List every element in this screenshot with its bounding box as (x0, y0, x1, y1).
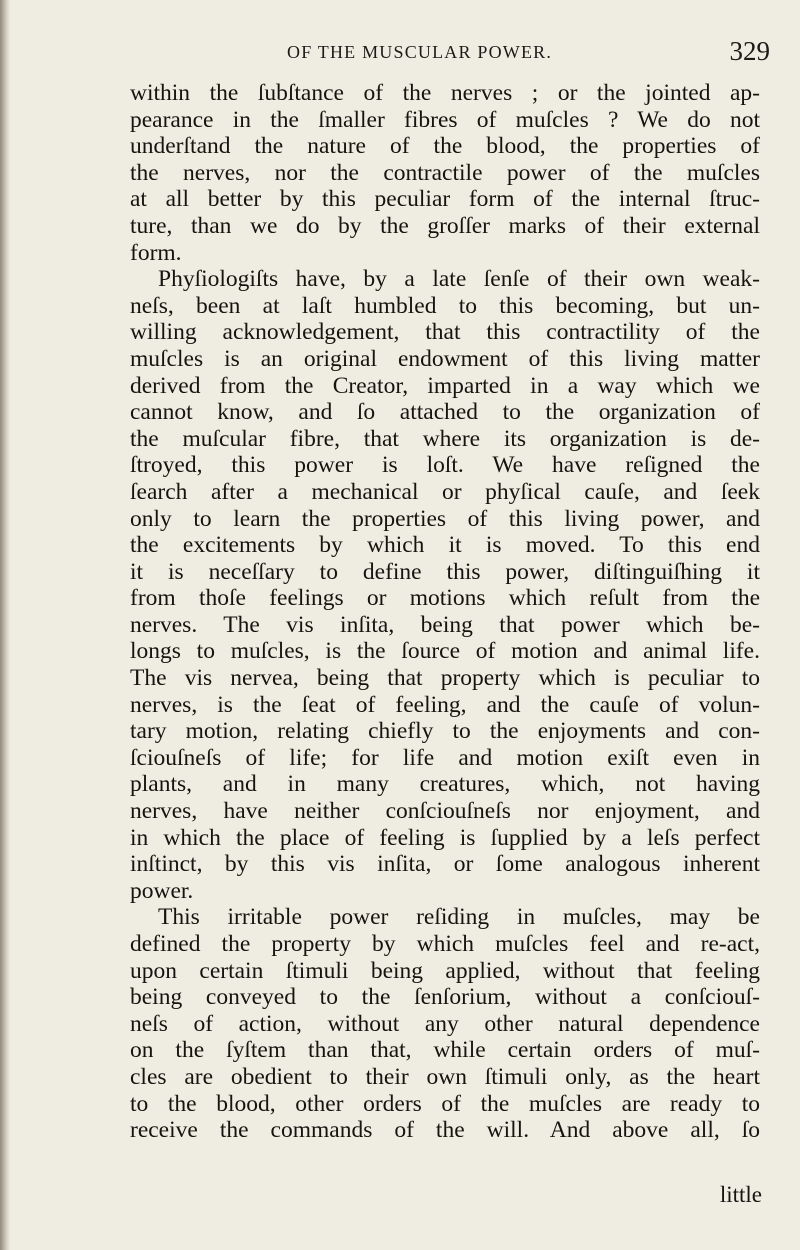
text-line: inſtinct, by this vis inſita, or ſome analogous inherent (130, 851, 760, 878)
running-head (130, 38, 770, 68)
body-text (130, 80, 760, 1144)
text-line: neſs, been at laſt humbled to this becoming, but un- (130, 292, 760, 319)
text-line: within the ſubſtance of the nerves ; or the jointed ap- (130, 80, 760, 106)
text-line: tary motion, relating chiefly to the enjoyments and con- (130, 718, 760, 745)
page-gutter-shadow (0, 0, 10, 1250)
paragraph-start-line: Phyſiologiſts have, by a late ſenſe of their own weak- (158, 266, 760, 293)
text-line: the muſcular fibre, that where its organization is de- (130, 425, 760, 452)
text-line: neſs of action, without any other natural dependence (130, 1010, 760, 1037)
text-line: the nerves, nor the contractile power of the muſcles (130, 159, 760, 186)
catchword: little (719, 1182, 762, 1207)
text-line: pearance in the ſmaller fibres of muſcles ? We do not (130, 106, 760, 133)
text-line: power. (130, 877, 194, 904)
text-line: muſcles is an original endowment of this living matter (130, 345, 760, 372)
text-line: ture, than we do by the groſſer marks of their external (130, 212, 760, 239)
text-line: underſtand the nature of the blood, the properties of (130, 133, 760, 160)
text-line: at all better by this peculiar form of the internal ſtruc- (130, 186, 760, 213)
text-line: being conveyed to the ſenſorium, without a conſciouſ- (130, 984, 760, 1011)
text-line: ſtroyed, this power is loſt. We have reſigned the (130, 452, 760, 479)
text-line: nerves, have neither conſciouſneſs nor enjoyment, and (130, 798, 760, 825)
text-line: plants, and in many creatures, which, not having (130, 771, 760, 798)
text-line: longs to muſcles, is the ſource of motion and animal life. (130, 638, 760, 665)
text-line: only to learn the properties of this living power, and (130, 505, 760, 532)
text-line: on the ſyſtem than that, while certain orders of muſ- (130, 1037, 760, 1064)
text-line: ſearch after a mechanical or phyſical cauſe, and ſeek (130, 478, 760, 505)
text-line: nerves, is the ſeat of feeling, and the cauſe of volun- (130, 691, 760, 718)
text-line: to the blood, other orders of the muſcles are ready to (130, 1090, 760, 1117)
text-line: willing acknowledgement, that this contractility of the (130, 319, 760, 346)
text-line: from thoſe feelings or motions which reſult from the (130, 585, 760, 612)
text-line: The vis nervea, being that property which is peculiar to (130, 665, 760, 692)
text-line: form. (130, 239, 182, 266)
text-line: it is neceſſary to define this power, diſtinguiſhing it (130, 558, 760, 585)
page-number: 329 (729, 36, 770, 66)
text-line: upon certain ſtimuli being applied, without that feeling (130, 957, 760, 984)
text-line: the excitements by which it is moved. To this end (130, 532, 760, 559)
running-title: OF THE MUSCULAR POWER. (287, 42, 553, 62)
text-line: cles are obedient to their own ſtimuli only, as the heart (130, 1063, 760, 1090)
text-line: in which the place of feeling is ſupplied by a leſs perfect (130, 824, 760, 851)
text-line: receive the commands of the will. And above all, ſo (130, 1117, 760, 1144)
text-line: defined the property by which muſcles feel and re-act, (130, 931, 760, 957)
paragraph-start-line: This irritable power reſiding in muſcles, may be (158, 904, 760, 931)
text-line: derived from the Creator, imparted in a way which we (130, 372, 760, 399)
text-line: cannot know, and ſo attached to the organization of (130, 399, 760, 426)
text-line: ſciouſneſs of life; for life and motion exiſt even in (130, 744, 760, 771)
text-line: nerves. The vis inſita, being that power which be- (130, 611, 760, 638)
